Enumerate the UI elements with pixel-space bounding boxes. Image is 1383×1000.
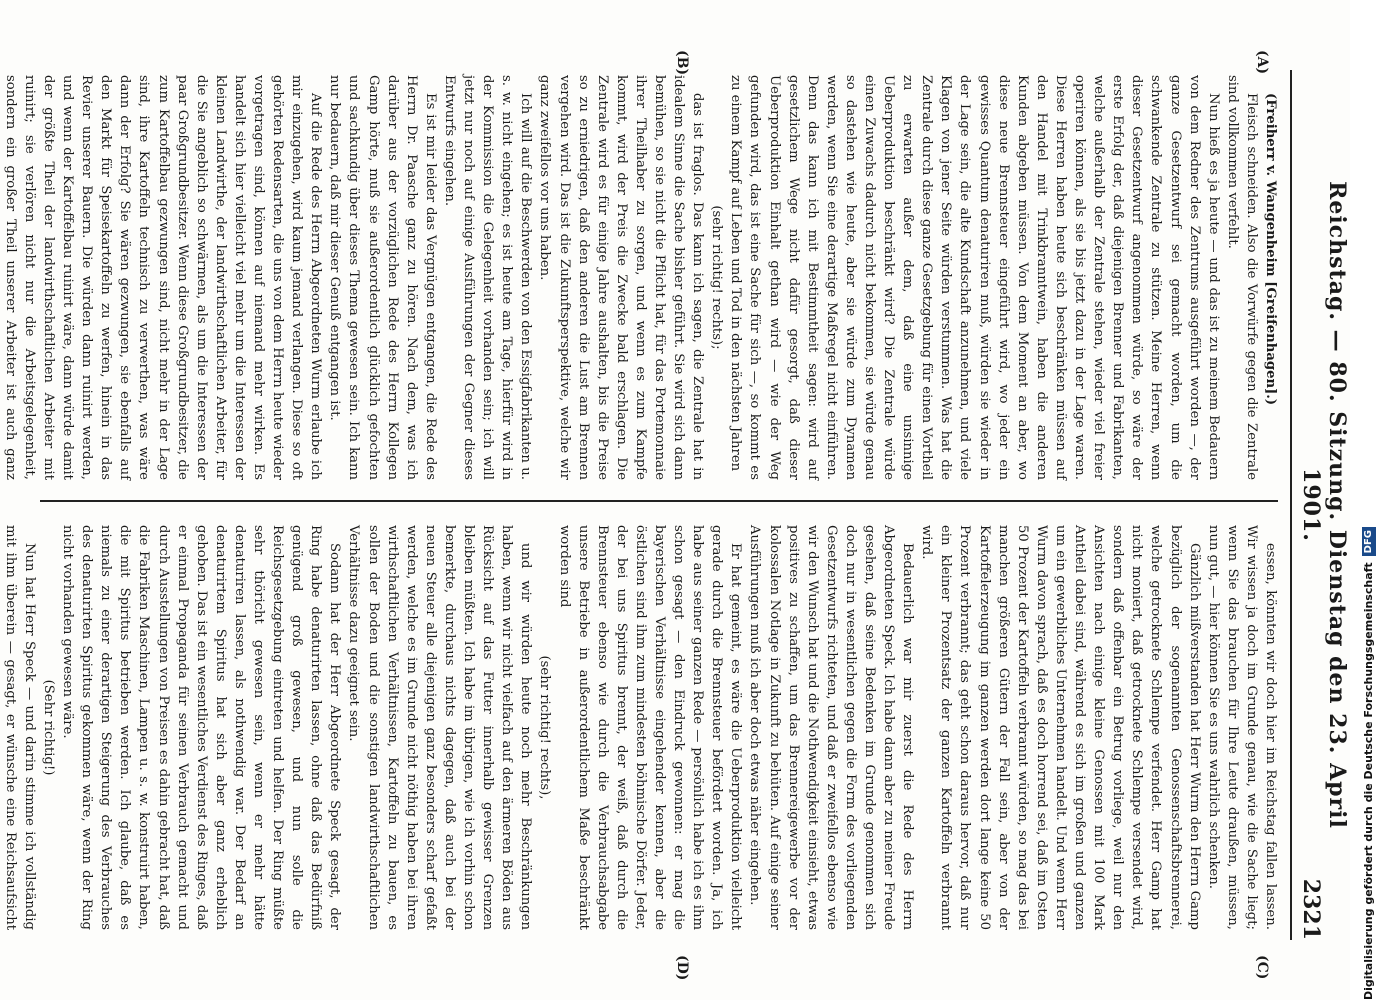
- right-paragraph: Sodann hat der Herr Abgeordnete Speck gesagt, der Ring habe denaturirten lassen, ohne daß das Bedürfniß genügend groß gewesen, und nun solle die Reichsgesetzgebung eintreten und helfen. Der Ring müßte sehr thöricht gewesen sein, wenn er mehr hätte denaturiren lassen, als nothwendig war. Der Bedarf an denaturirtem Spiritus hat sich aber ganz erheblich gehoben. Das ist ein wesentliches Verdienst des Ringes, daß er einmal Propaganda für seinen Verbrauch gemacht und durch Ausstellungen von Preisen es dahin gebracht hat, daß die Fabriken Maschinen, Lampen u. s. w. konstruirt haben, die mit Spiritus betrieben werden. Ich glaube, daß es niemals zu einer derartigen Steigerung des Verbrauches des denaturirten Spiritus gekommen wäre, wenn der Ring nicht vorhanden gewesen wäre.: [60, 525, 343, 930]
- column-divider: [40, 500, 1278, 502]
- right-paragraph: essen, könnten wir doch hier im Reichstag fallen lassen. Wir wissen ja doch im Grunde genau, wie die Sache liegt; wenn Sie das brauchen für Ihre Leute draußen, müssen, nun gut, — hier können Sie es uns wahrlich schenken.: [1205, 525, 1278, 930]
- page-number: 2321: [1298, 878, 1324, 940]
- digitization-credit: [1358, 0, 1380, 1000]
- left-paragraph: Es ist mir leider das Vergnügen entgangen, die Rede des Herrn Dr. Paasche ganz zu hören. Nach dem, was ich darüber aus der vorzüglichen Rede des Herrn Kollegen Gamp hörte, muß sie außerordentlich glücklich gefochten und sachkundig über dieses Thema gewesen sein. Ich kann nur bedauern, daß mir dieser Genuß entgangen ist.: [327, 75, 438, 480]
- page-header: [1290, 70, 1350, 940]
- right-paragraph: Bedauerlich war mir zuerst die Rede des Herrn Abgeordneten Speck. Ich habe dann aber zu meiner Freude gesehen, daß seine Bedenken im Grunde genommen sich doch nur in wesentlichen gegen die Form des vorliegenden Gesetzentwurfs richteten, und daß er zweifellos ebenso wie wir den Wunsch hat und die Nothwendigkeit einsieht, etwas positives zu schaffen, um das Brennereigewerbe vor der kolossalen Notlage in Zukunft zu behüten. Auf einige seiner Ausführungen muß ich aber doch etwas näher eingehen.: [747, 525, 916, 930]
- right-paragraph: und wir würden heute noch mehr Beschränkungen haben, wenn wir nicht vielfach auf den ärmeren Böden aus Rücksicht auf das Futter innerhalb gewisser Grenzen bleiben müßten. Ich habe im übrigen, wie ich vorhin schon bemerkte, durchaus nichts dagegen, daß auch bei der neuen Steuer alle diejenigen ganz besonders scharf gefaßt werden, welche es im Grunde nicht nöthig haben bei ihren wirthschaftlichen Verhältnissen, Kartoffeln zu bauen, es sollen der Boden und die sonstigen landwirthschaftlichen Verhältnisse dazu geeignet sein.: [346, 525, 534, 930]
- margin-mark-c: (C): [1254, 955, 1270, 980]
- margin-mark-a: (A): [1254, 50, 1270, 75]
- right-interjection: (sehr richtig! rechts),: [537, 655, 553, 800]
- margin-mark-d: (D): [674, 955, 690, 981]
- left-paragraph: das ist fraglos. Das kann ich sagen, die Zentrale hat in idealem Sinne die Sache bisher geführt. Sie wird sich dann bemühen, so sie nicht die Pflicht hat, für das Portemonnaie ihrer Theilhaber zu sorgen, und wenn es zum Kampfe kommt, wird der Preis die Zwecke bald erschlagen. Die Zentrale wird es für einige Jahre aushalten, bis die Preise so zu erniedrigen, daß den anderen die Lust am Brennen vergehen wird. Das ist die Zukunftsperspektive, welche wir ganz zweifellos vor uns haben.: [537, 75, 706, 480]
- left-paragraph: Ich will auf die Beschwerden von den Essigfabrikanten u. s. w. nicht eingehen; es ist heute am Tage, hierfür wird in der Kommission die Gelegenheit vorhanden sein; ich will jetzt nur noch auf einige Ausführungen der Gegner dieses Entwurfs eingehen.: [441, 75, 534, 480]
- dfg-logo: DFG: [1362, 527, 1376, 556]
- page-title: Reichstag. — 80. Sitzung. Dienstag den 23. April 1901.: [1298, 181, 1350, 829]
- right-paragraph: Nun hat Herr Speck — und darin stimme ich vollständig mit ihm überein — gesagt, er wünsche eine Reichsaufsicht: [2, 525, 37, 930]
- right-interjection: (Sehr richtig!): [41, 679, 56, 776]
- left-text-column: [2, 75, 1280, 480]
- margin-mark-b: (B): [674, 50, 690, 76]
- credit-text: Digitalisierung gefördert durch die Deutsche Forschungsgemeinschaft: [1362, 562, 1375, 1000]
- left-paragraph: Auf die Rede des Herrn Abgeordneten Wurm erlaube ich mir einzugehen, wird kaum jemand verlangen. Diese so oft gehörten Redensarten, die uns von dem Herrn heute wieder vorgetragen sind, können auf niemand mehr wirken. Es handelt sich hier vielleicht viel mehr um die Interessen der kleinen Landwirthe, der landwirthschaftlichen Arbeiter, für die Sie angeblich so schwärmen, als um die Interessen der paar Großgrundbesitzer. Wenn diese Großgrundbesitzer, die zum Kartoffelbau gezwungen sind, nicht mehr in der Lage sind, ihre Kartoffeln technisch zu verwerthen, was wäre dann der Erfolg? Sie wären gezwungen, sie ebenfalls auf den Markt für Speisekartoffeln zu werfen, hinein in das Revier unserer Bauern. Die würden dann ruinirt werden, und wenn der Kartoffelbau ruinirt wäre, dann würde damit der größte Theil der landwirthschaftlichen Arbeiter mit ruinirt; sie verlören nicht nur die Arbeitsgelegenheit, sondern ein großer Theil unserer Arbeiter ist auch ganz: [2, 75, 324, 480]
- left-paragraph: Nun hieß es ja heute — und das ist zu meinem Bedauern von dem Redner des Zentrums ausgeführt worden —, der ganze Gesetzentwurf sei gemacht worden, um die schwankende Zentrale zu stützen. Meine Herren, wenn dieser Gesetzentwurf angenommen würde, so wäre der erste Erfolg der, daß diejenigen Brenner und Fabrikanten, welche außerhalb der Zentrale stehen, wieder viel freier operiren können, als sie bis jetzt dazu in der Lage waren. Diese Herren haben heute sich beschränken müssen auf den Handel mit Trinkbranntwein, haben die anderen Kunden abgeben müssen. Von dem Moment an aber, wo diese neue Brennsteuer eingeführt wird, wo jeder ein gewisses Quantum denaturiren muß, würden sie wieder in der Lage sein, die alte Kundschaft anzunehmen, und viele Klagen von jener Seite würden verstummen. Was hat die Zentrale durch diese ganze Gesetzgebung für einen Vortheil zu erwarten außer dem, daß eine unsinnige Ueberproduktion beschränkt wird? Die Zentrale würde einen Zuwachs dadurch nicht bekommen, sie würde genau so dastehen wie heute, aber sie würde zum Dynamen werden, wenn Sie eine derartige Maßregel nicht einführen. Denn das kann ich mit Bestimmtheit sagen: wird auf gesetzlichem Wege nicht dafür gesorgt, daß dieser Ueberproduktion Einhalt gethan wird — wie der Weg gefunden wird, das ist eine Sache für sich —, so kommt es zu einem Kampf auf Leben und Tod in den nächsten Jahren: [728, 75, 1221, 480]
- left-interjection: (sehr richtig! rechts);: [709, 205, 725, 350]
- right-paragraph: Er hat gemeint, es wäre die Ueberproduktion vielleicht gerade durch die Brennsteuer befördert worden. Ja, ich habe aus seiner ganzen Rede — persönlich habe ich es ihm schon gesagt — den Eindruck gewonnen: er mag die bayerischen Verhältnisse eingehender kennen, aber die östlichen sind ihm zum mindesten böhmische Dörfer. Jeder, der bei uns Spiritus brennt, der weiß, daß durch die Brennsteuer ebenso wie durch die Verbrauchsabgabe unsere Betriebe in außerordentlichem Maße beschränkt worden sind: [556, 525, 744, 930]
- right-paragraph: Gänzlich mißverstanden hat Herr Wurm den Herrn Gamp bezüglich der sogenannten Genossenschaftsbrennerei, welche getrocknete Schlempe verfendet. Herr Gamp hat nicht moniert, daß getrocknete Schlempe versendet wird, sondern daß offenbar ein Betrug vorliege, weil nur den Ansichten nach einige kleine Genossen mit 100 Mark Antheil dabei sind, während es sich im großen und ganzen um ein gewerbliches Unternehmen handelt. Und wenn Herr Wurm davon sprach, daß es doch horrend sei, daß im Osten 50 Prozent der Kartoffeln verbrannt würden, so mag das bei manchen größeren Gütern der Fall sein, aber von der Kartoffelerzeugung im ganzen werden dort lange keine 50 Prozent verbrannt; das geht schon daraus hervor, daß nur ein kleiner Prozentsatz der ganzen Kartoffeln verbrannt wird.: [919, 525, 1202, 930]
- right-text-column: [2, 525, 1280, 930]
- speaker-line: (Freiherr v. Wangenheim [Greifenhagen].): [1263, 93, 1278, 406]
- left-paragraph: Fleisch schneiden. Also die Vorwürfe gegen die Zentrale sind vollkommen verfehlt.: [1224, 75, 1259, 480]
